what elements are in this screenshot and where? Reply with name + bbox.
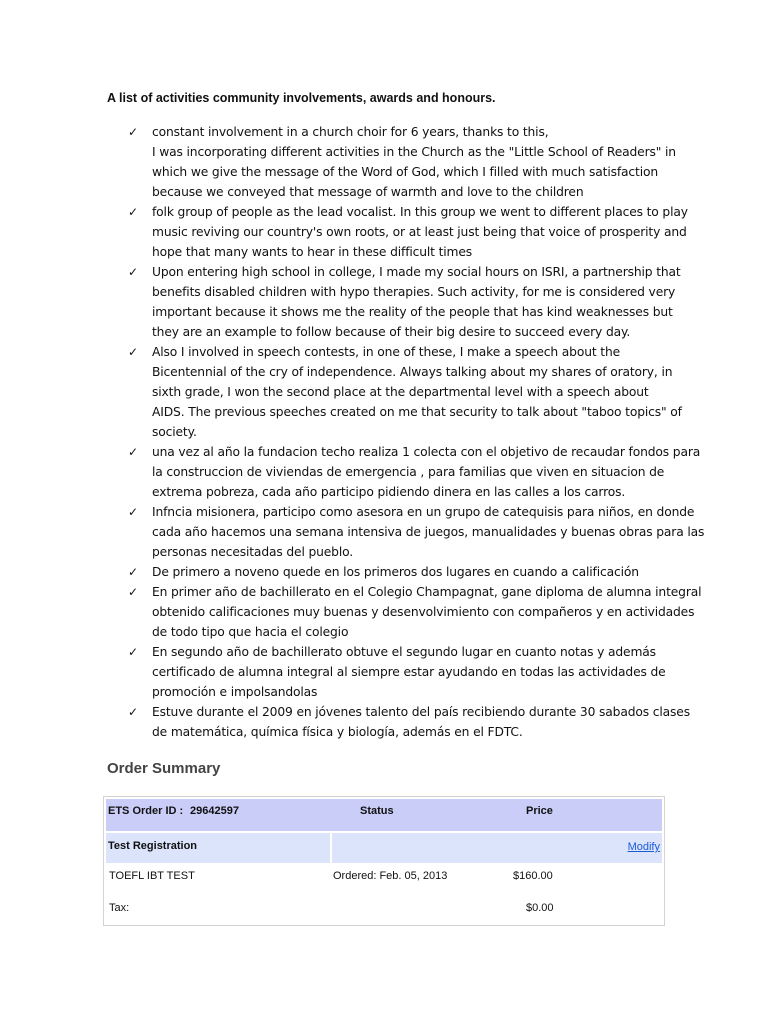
activity-item-line: because we conveyed that message of warmth and love to the children — [152, 185, 584, 199]
activity-item-line: Estuve durante el 2009 en jóvenes talento del país recibiendo durante 30 sabados clases — [152, 705, 690, 719]
activity-item-line: hope that many wants to hear in these difficult times — [152, 245, 473, 259]
activity-item — [128, 442, 701, 502]
activity-item-line: certificado de alumna integral al siempre estar ayudando en todas las actividades de — [152, 665, 666, 679]
activity-item-line: extrema pobreza, cada año participo pidiendo dinera en las calles a los carros. — [152, 485, 626, 499]
order-summary-table — [103, 796, 665, 926]
activity-item-line: de todo tipo que hacia el colegio — [152, 625, 349, 639]
item-price: $160.00 — [513, 870, 553, 882]
activity-item-line: cada año hacemos una semana intensiva de juegos, manualidades y buenas obras para las — [152, 525, 705, 539]
activity-item-line: Bicentennial of the cry of independence. Always talking about my shares of oratory, in — [152, 365, 673, 379]
activity-list — [128, 122, 705, 742]
column-divider — [330, 833, 332, 863]
order-summary-title: Order Summary — [107, 760, 221, 777]
activity-item-line: personas necesitadas del pueblo. — [152, 545, 354, 559]
activity-item-line: constant involvement in a church choir for 6 years, thanks to this, — [152, 125, 549, 139]
item-name: TOEFL IBT TEST — [109, 870, 195, 882]
activity-item-line: de matemática, química física y biología, además en el FDTC. — [152, 725, 523, 739]
order-item-row — [106, 867, 662, 891]
activity-item — [128, 502, 705, 562]
activity-item-line: folk group of people as the lead vocalist. In this group we went to different places to play — [152, 205, 688, 219]
order-id-value: 29642597 — [190, 805, 239, 817]
test-registration-label: Test Registration — [108, 840, 198, 852]
activity-item-line: important because it shows me the reality of the people that has kind weaknesses but — [152, 305, 673, 319]
activity-item-line: Also I involved in speech contests, in one of these, I make a speech about the — [152, 345, 620, 359]
checkmark-icon: ✓ — [128, 125, 138, 139]
activity-item-line: En primer año de bachillerato en el Colegio Champagnat, gane diploma de alumna integral — [152, 585, 702, 599]
activity-item-line: music reviving our country's own roots, or at least just being that voice of prosperity and — [152, 225, 687, 239]
checkmark-icon: ✓ — [128, 705, 138, 719]
checkmark-icon: ✓ — [128, 505, 138, 519]
checkmark-icon: ✓ — [128, 345, 138, 359]
checkmark-icon: ✓ — [128, 645, 138, 659]
checkmark-icon: ✓ — [128, 445, 138, 459]
tax-amount: $0.00 — [526, 902, 554, 914]
activity-item-line: una vez al año la fundacion techo realiza 1 colecta con el objetivo de recaudar fondos para — [152, 445, 701, 459]
activity-item — [128, 342, 688, 442]
activity-item — [128, 562, 688, 582]
activity-item-line: society. — [152, 425, 197, 439]
activity-item — [128, 202, 688, 262]
activity-item-line: Infncia misionera, participo como asesora en un grupo de catequisis para niños, en donde — [152, 505, 695, 519]
activity-item-line: I was incorporating different activities in the Church as the "Little School of Readers" in — [152, 145, 676, 159]
activity-item — [128, 642, 688, 702]
activity-item — [128, 122, 688, 202]
checkmark-icon: ✓ — [128, 205, 138, 219]
activity-item-line: benefits disabled children with hypo therapies. Such activity, for me is considered very — [152, 285, 676, 299]
tax-label: Tax: — [109, 902, 130, 914]
activity-item — [128, 582, 702, 642]
activity-item — [128, 262, 688, 342]
order-header-row — [106, 799, 662, 831]
activity-item-line: promoción e impolsandolas — [152, 685, 318, 699]
document-heading: A list of activities community involvements, awards and honours. — [107, 91, 496, 105]
activity-item-line: obtenido calificaciones muy buenas y desenvolvimiento con compañeros y en actividades — [152, 605, 695, 619]
activity-item-line: la construccion de viviendas de emergencia , para familias que viven en situacion de — [152, 465, 665, 479]
modify-link[interactable]: Modify — [627, 841, 660, 853]
status-column-header: Status — [360, 805, 394, 817]
checkmark-icon: ✓ — [128, 585, 138, 599]
activity-item-line: sixth grade, I won the second place at the departmental level with a speech about — [152, 385, 649, 399]
test-registration-row — [106, 833, 662, 863]
activity-item-line: De primero a noveno quede en los primeros dos lugares en cuando a calificación — [152, 565, 639, 579]
activity-item-line: En segundo año de bachillerato obtuve el segundo lugar en cuanto notas y además — [152, 645, 656, 659]
item-ordered-date: Ordered: Feb. 05, 2013 — [333, 870, 448, 882]
tax-row — [106, 899, 662, 923]
activity-item-line: they are an example to follow because of their big desire to succeed every day. — [152, 325, 631, 339]
price-column-header: Price — [526, 805, 553, 817]
checkmark-icon: ✓ — [128, 565, 138, 579]
activity-item-line: AIDS. The previous speeches created on me that security to talk about "taboo topics" of — [152, 405, 682, 419]
activity-item-line: Upon entering high school in college, I made my social hours on ISRI, a partnership that — [152, 265, 681, 279]
checkmark-icon: ✓ — [128, 265, 138, 279]
activity-item-line: which we give the message of the Word of God, which I filled with much satisfaction — [152, 165, 658, 179]
order-id-label: ETS Order ID : — [108, 805, 184, 817]
activity-item — [128, 702, 688, 742]
